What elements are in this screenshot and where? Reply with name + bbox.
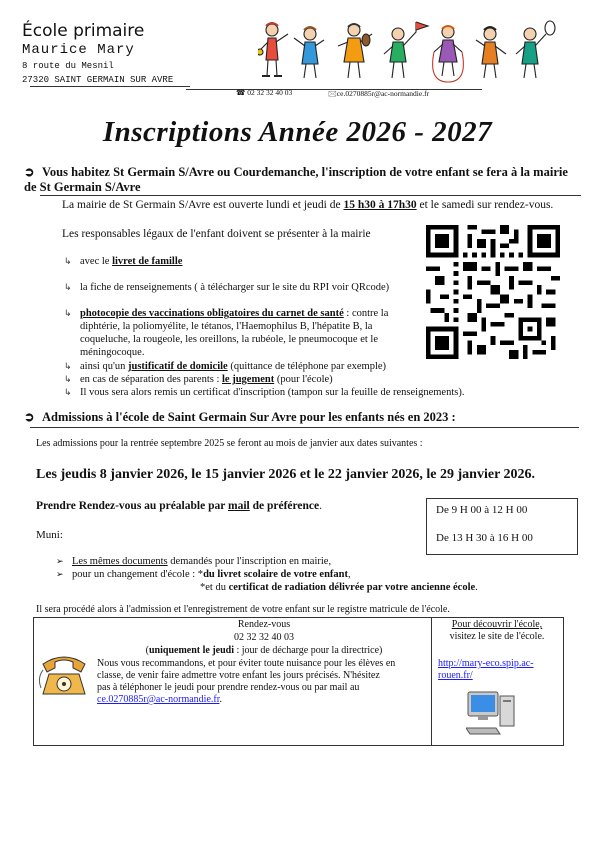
admissions-intro: Les admissions pour la rentrée septembre 2025 se feront au mois de janvier aux dates suivantes : <box>36 438 423 449</box>
bullet-arrow-icon: ↳ <box>64 387 72 397</box>
list-item-jugement: ↳ en cas de séparation des parents : le jugement (pour l'école) <box>64 374 333 385</box>
list-item-certificat: ↳ Il vous sera alors remis un certificat d'inscription (tampon sur la feuille de renseignements). <box>64 387 465 398</box>
header-phone: ☎ 02 32 32 40 03 <box>236 88 293 97</box>
list-item-domicile: ↳ ainsi qu'un justificatif de domicile (quittance de téléphone par exemple) <box>64 361 387 372</box>
list-item-radiation: *et du certificat de radiation délivrée par votre ancienne école. <box>200 582 478 593</box>
phone-icon: ☎ <box>236 88 248 97</box>
arrow-right-icon: ➲ <box>24 410 35 424</box>
hours-morning: De 9 H 00 à 12 H 00 <box>436 504 528 516</box>
list-item-livret: ↳ avec le livret de famille <box>64 256 183 267</box>
responsables-text: Les responsables légaux de l'enfant doivent se présenter à la mairie <box>62 228 371 240</box>
header-divider <box>30 86 190 87</box>
recommendation-text: Nous vous recommandons, et pour éviter toute nuisance pour les élèves en classe, de venir faire admettre votre enfant les jours précisés. N'hésitez pas à téléphoner le jeudi pour prendre rendez-vous ou par mail au ce.0270885r@ac-normandie.fr. <box>97 658 396 705</box>
children-playing-illustration <box>258 20 558 86</box>
school-website-link[interactable]: http://mary-eco.spip.ac- rouen.fr/ <box>438 658 534 681</box>
mairie-hours-text: La mairie de St Germain S/Avre est ouverte lundi et jeudi de 15 h30 à 17h30 et le samedi sur rendez-vous. <box>62 199 554 211</box>
section2-heading: ➲ Admissions à l'école de Saint Germain Sur Avre pour les enfants nés en 2023 : <box>24 410 456 424</box>
contact-email-link[interactable]: ce.0270885r@ac-normandie.fr <box>97 694 220 705</box>
school-address-city: 27320 SAINT GERMAIN SUR AVRE <box>22 75 174 85</box>
admission-procedure-text: Il sera procédé alors à l'admission et l'enregistrement de votre enfant sur le registre matricule de l'école. <box>36 604 450 615</box>
mail-icon: 🖂 <box>328 89 337 98</box>
school-name: École primaire <box>22 21 145 41</box>
muni-label: Muni: <box>36 529 63 541</box>
section1-heading: ➲ Vous habitez St Germain S/Avre ou Courdemanche, l'inscription de votre enfant se fera à la mairie de St Germain S/Avre <box>24 165 568 194</box>
qr-code-image[interactable] <box>426 223 560 361</box>
bullet-arrow-icon: ↳ <box>64 361 72 371</box>
table-phone: 02 32 32 40 03 <box>234 632 294 643</box>
list-item-fiche: ↳ la fiche de renseignements ( à télécharger sur le site du RPI voir QRcode) <box>64 282 390 293</box>
telephone-icon <box>37 648 91 698</box>
rdv-text: Prendre Rendez-vous au préalable par mail de préférence. <box>36 500 323 512</box>
bullet-arrow-icon: ↳ <box>64 308 72 318</box>
list-item-vaccinations: ↳ photocopie des vaccinations obligatoires du carnet de santé : contre la diphtérie, la poliomyélite, le tétanos, l'Haemophilus B, l'hépatite B, la coqueluche, la rougeole, les oreillons, la rubéole, le pneumocoque et le méningocoque. <box>64 308 389 358</box>
bullet-arrow-icon: ↳ <box>64 282 72 292</box>
section2-divider <box>30 427 579 428</box>
section1-divider <box>40 195 581 196</box>
rdv-label: Rendez-vous <box>237 619 291 630</box>
arrow-right-icon: ➲ <box>24 165 35 179</box>
page-title: Inscriptions Année 2026 - 2027 <box>102 116 493 148</box>
hours-afternoon: De 13 H 30 à 16 H 00 <box>436 532 533 544</box>
triangle-bullet-icon: ➢ <box>56 556 64 566</box>
list-item-documents: ➢ Les mêmes documents demandés pour l'inscription en mairie, <box>56 556 332 567</box>
header-email: 🖂ce.0270885r@ac-normandie.fr <box>328 89 430 98</box>
table-column-divider <box>431 617 432 745</box>
bullet-arrow-icon: ↳ <box>64 374 72 384</box>
school-name-line2: Maurice Mary <box>22 42 135 58</box>
discover-school-text: Pour découvrir l'école, visitez le site de l'école. <box>449 619 545 642</box>
jeudi-note: (uniquement le jeudi : jour de décharge pour la directrice) <box>145 645 383 656</box>
school-address-street: 8 route du Mesnil <box>22 61 114 71</box>
admission-dates: Les jeudis 8 janvier 2026, le 15 janvier 2026 et le 22 janvier 2026, le 29 janvier 2026. <box>36 467 536 482</box>
computer-icon <box>466 690 518 736</box>
triangle-bullet-icon: ➢ <box>56 569 64 579</box>
list-item-changement: ➢ pour un changement d'école : *du livret scolaire de votre enfant, <box>56 569 351 580</box>
bullet-arrow-icon: ↳ <box>64 256 72 266</box>
